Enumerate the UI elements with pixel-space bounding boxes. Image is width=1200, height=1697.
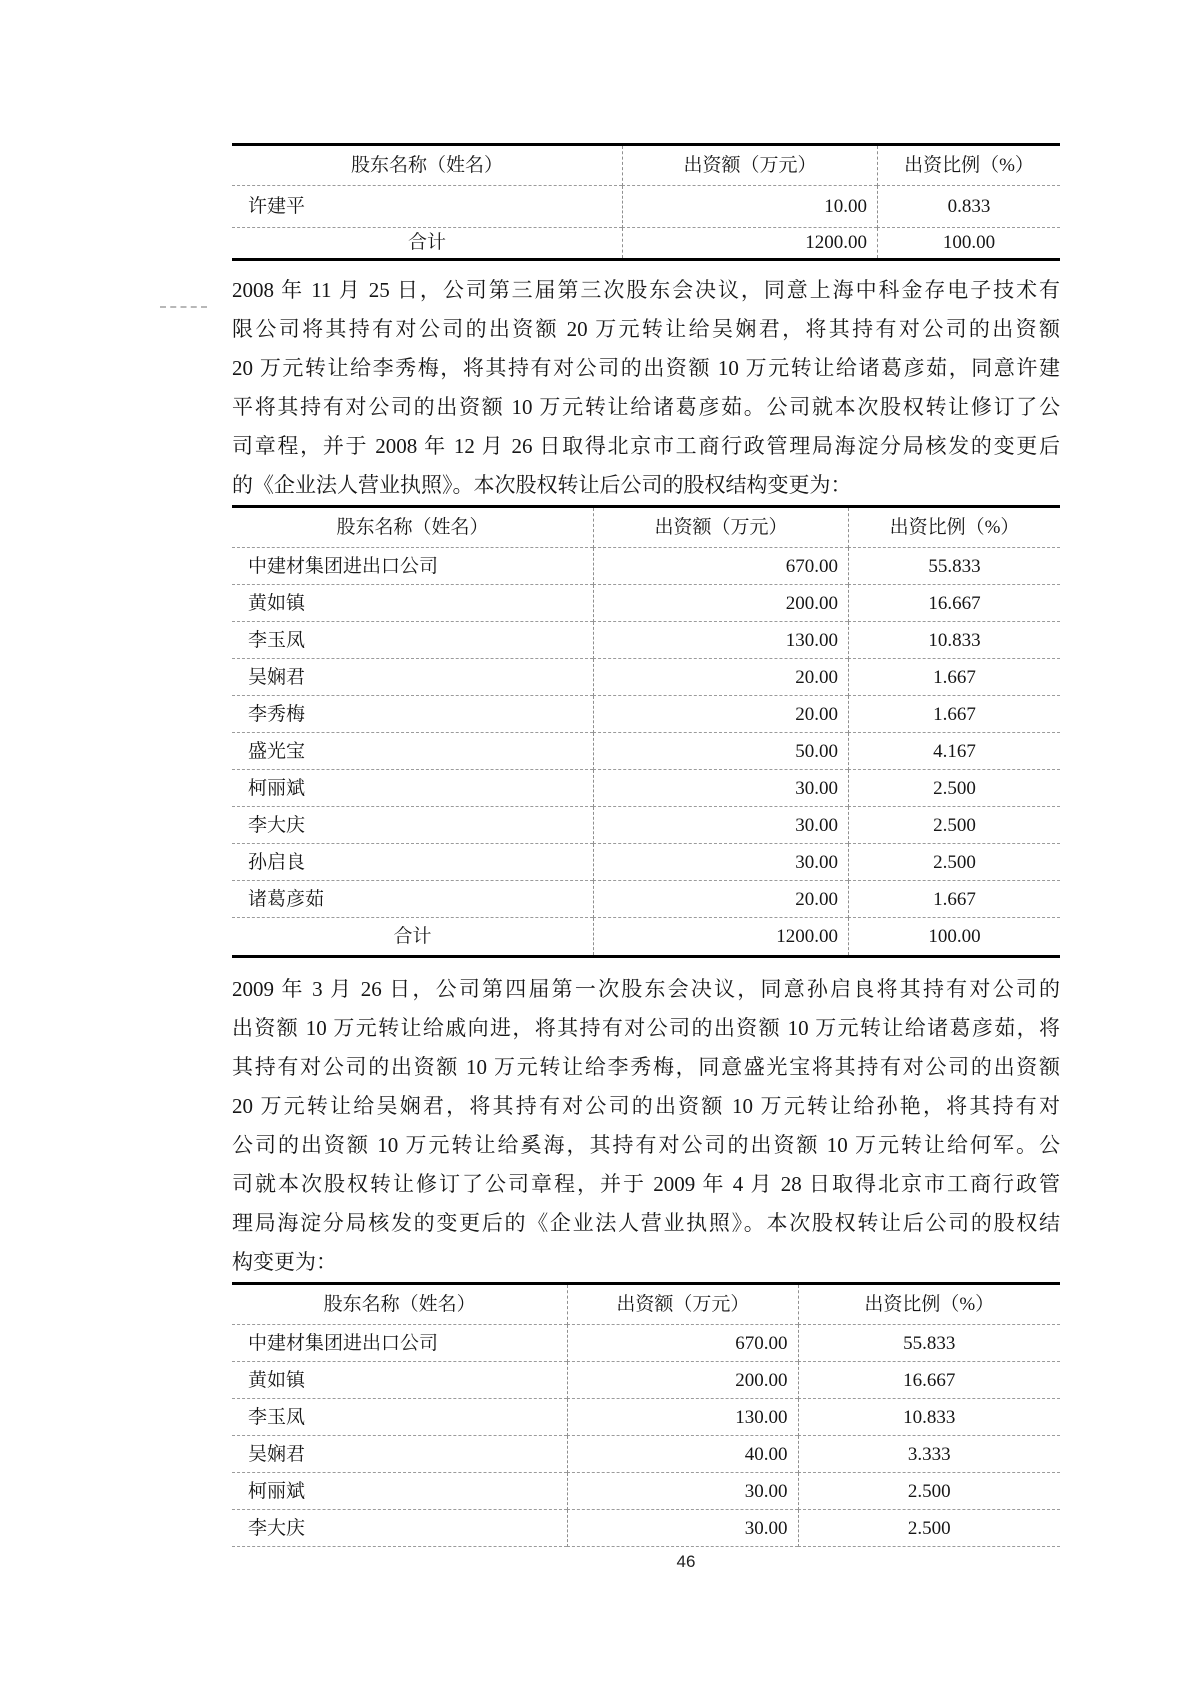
- table-row: [232, 807, 1060, 844]
- shareholder-name-cell: 李秀梅: [232, 696, 593, 733]
- paragraph-line: 其持有对公司的出资额 10 万元转让给李秀梅，同意盛光宝将其持有对公司的出资额: [232, 1055, 1060, 1079]
- amount-cell: 30.00: [593, 807, 848, 844]
- page-content: [232, 143, 1060, 1547]
- shareholder-name-cell: 李大庆: [232, 1510, 567, 1547]
- ratio-cell: 4.167: [848, 733, 1060, 770]
- shareholder-name-cell: 许建平: [232, 186, 622, 228]
- ratio-cell: 100.00: [848, 918, 1060, 955]
- shareholder-name-cell: 黄如镇: [232, 1362, 567, 1399]
- amount-cell: 670.00: [593, 548, 848, 585]
- ratio-cell: 2.500: [848, 844, 1060, 881]
- table-row: [232, 1436, 1060, 1473]
- table-row: [232, 1362, 1060, 1399]
- table-row: [232, 585, 1060, 622]
- shareholder-name-cell: 柯丽斌: [232, 770, 593, 807]
- ratio-cell: 55.833: [848, 548, 1060, 585]
- amount-cell: 40.00: [567, 1436, 797, 1473]
- ratio-cell: 16.667: [798, 1362, 1060, 1399]
- amount-cell: 20.00: [593, 659, 848, 696]
- shareholder-name-cell: 吴娴君: [232, 659, 593, 696]
- amount-cell: 1200.00: [622, 228, 877, 258]
- table-row: [232, 622, 1060, 659]
- header-contribution-amount: 出资额（万元）: [622, 146, 877, 186]
- amount-cell: 30.00: [567, 1510, 797, 1547]
- table-row: [232, 1510, 1060, 1547]
- ratio-cell: 16.667: [848, 585, 1060, 622]
- amount-cell: 130.00: [567, 1399, 797, 1436]
- paragraph-line: 2008 年 11 月 25 日，公司第三届第三次股东会决议，同意上海中科金存电子技术有: [232, 278, 1060, 302]
- table-header-row: [232, 508, 1060, 548]
- amount-cell: 10.00: [622, 186, 877, 228]
- amount-cell: 670.00: [567, 1325, 797, 1362]
- table-row: [232, 844, 1060, 881]
- table-row: [232, 881, 1060, 918]
- shareholder-name-cell: 诸葛彦茹: [232, 881, 593, 918]
- shareholder-name-cell: 李玉凤: [232, 1399, 567, 1436]
- ratio-cell: 10.833: [798, 1399, 1060, 1436]
- ratio-cell: 1.667: [848, 659, 1060, 696]
- shareholder-name-cell: 盛光宝: [232, 733, 593, 770]
- header-shareholder-name: 股东名称（姓名）: [232, 146, 622, 186]
- shareholder-name-cell: 吴娴君: [232, 1436, 567, 1473]
- paragraph-line: 平将其持有对公司的出资额 10 万元转让给诸葛彦茹。公司就本次股权转让修订了公: [232, 395, 1060, 419]
- paragraph-line: 出资额 10 万元转让给戚向进，将其持有对公司的出资额 10 万元转让给诸葛彦茹，将: [232, 1016, 1060, 1040]
- ratio-cell: 55.833: [798, 1325, 1060, 1362]
- table-row: [232, 1473, 1060, 1510]
- ratio-cell: 1.667: [848, 881, 1060, 918]
- amount-cell: 30.00: [567, 1473, 797, 1510]
- table-row: [232, 1399, 1060, 1436]
- page-number: 46: [676, 1552, 696, 1571]
- ratio-cell: 10.833: [848, 622, 1060, 659]
- amount-cell: 30.00: [593, 770, 848, 807]
- table-row: [232, 733, 1060, 770]
- shareholder-name-cell: 中建材集团进出口公司: [232, 548, 593, 585]
- header-contribution-amount: 出资额（万元）: [567, 1285, 797, 1325]
- amount-cell: 20.00: [593, 696, 848, 733]
- shareholding-table-2009: [232, 1282, 1060, 1547]
- amount-cell: 130.00: [593, 622, 848, 659]
- header-shareholder-name: 股东名称（姓名）: [232, 1285, 567, 1325]
- paragraph-line: 20 万元转让给李秀梅，将其持有对公司的出资额 10 万元转让给诸葛彦茹，同意许建: [232, 356, 1060, 380]
- shareholder-name-cell: 中建材集团进出口公司: [232, 1325, 567, 1362]
- margin-dash-mark: [160, 306, 207, 308]
- shareholder-name-cell: 柯丽斌: [232, 1473, 567, 1510]
- paragraph-line: 理局海淀分局核发的变更后的《企业法人营业执照》。本次股权转让后公司的股权结: [232, 1211, 1060, 1235]
- ratio-cell: 2.500: [848, 770, 1060, 807]
- amount-cell: 20.00: [593, 881, 848, 918]
- table-row: [232, 548, 1060, 585]
- ratio-cell: 100.00: [877, 228, 1060, 258]
- ratio-cell: 0.833: [877, 186, 1060, 228]
- total-label-cell: 合计: [407, 232, 446, 253]
- table-row: [232, 1325, 1060, 1362]
- table-row: [232, 659, 1060, 696]
- table-header-row: [232, 146, 1060, 186]
- paragraph-line: 20 万元转让给吴娴君，将其持有对公司的出资额 10 万元转让给孙艳，将其持有对: [232, 1094, 1060, 1118]
- paragraph-line: 公司的出资额 10 万元转让给奚海，其持有对公司的出资额 10 万元转让给何军。公: [232, 1133, 1060, 1157]
- paragraph-line: 2009 年 3 月 26 日，公司第四届第一次股东会决议，同意孙启良将其持有对公司的: [232, 977, 1060, 1001]
- shareholder-name-cell: 李大庆: [232, 807, 593, 844]
- paragraph-2009-transfer: [232, 970, 1060, 1282]
- ratio-cell: 2.500: [848, 807, 1060, 844]
- shareholding-table-2008: [232, 505, 1060, 958]
- amount-cell: 200.00: [567, 1362, 797, 1399]
- table-total-row: [232, 228, 1060, 258]
- shareholder-name-cell: 黄如镇: [232, 585, 593, 622]
- ratio-cell: 2.500: [798, 1510, 1060, 1547]
- paragraph-line: 构变更为：: [232, 1250, 337, 1274]
- table-row: [232, 696, 1060, 733]
- header-shareholder-name: 股东名称（姓名）: [232, 508, 593, 548]
- table-row: [232, 186, 1060, 228]
- shareholder-name-cell: 李玉凤: [232, 622, 593, 659]
- ratio-cell: 3.333: [798, 1436, 1060, 1473]
- paragraph-line: 司章程，并于 2008 年 12 月 26 日取得北京市工商行政管理局海淀分局核发的变更后: [232, 434, 1060, 458]
- table-row: [232, 770, 1060, 807]
- amount-cell: 30.00: [593, 844, 848, 881]
- total-label-cell: 合计: [393, 926, 432, 947]
- paragraph-line: 司就本次股权转让修订了公司章程，并于 2009 年 4 月 28 日取得北京市工商行政管: [232, 1172, 1060, 1196]
- paragraph-2008-transfer: [232, 271, 1060, 505]
- header-contribution-ratio: 出资比例（%）: [877, 146, 1060, 186]
- paragraph-line: 限公司将其持有对公司的出资额 20 万元转让给吴娴君，将其持有对公司的出资额: [232, 317, 1060, 341]
- amount-cell: 200.00: [593, 585, 848, 622]
- table-total-row: [232, 918, 1060, 955]
- amount-cell: 50.00: [593, 733, 848, 770]
- table-header-row: [232, 1285, 1060, 1325]
- header-contribution-ratio: 出资比例（%）: [798, 1285, 1060, 1325]
- shareholder-name-cell: 孙启良: [232, 844, 593, 881]
- header-contribution-amount: 出资额（万元）: [593, 508, 848, 548]
- shareholding-table-continued: [232, 143, 1060, 261]
- ratio-cell: 2.500: [798, 1473, 1060, 1510]
- header-contribution-ratio: 出资比例（%）: [848, 508, 1060, 548]
- paragraph-line: 的《企业法人营业执照》。本次股权转让后公司的股权结构变更为：: [232, 473, 852, 497]
- amount-cell: 1200.00: [593, 918, 848, 955]
- ratio-cell: 1.667: [848, 696, 1060, 733]
